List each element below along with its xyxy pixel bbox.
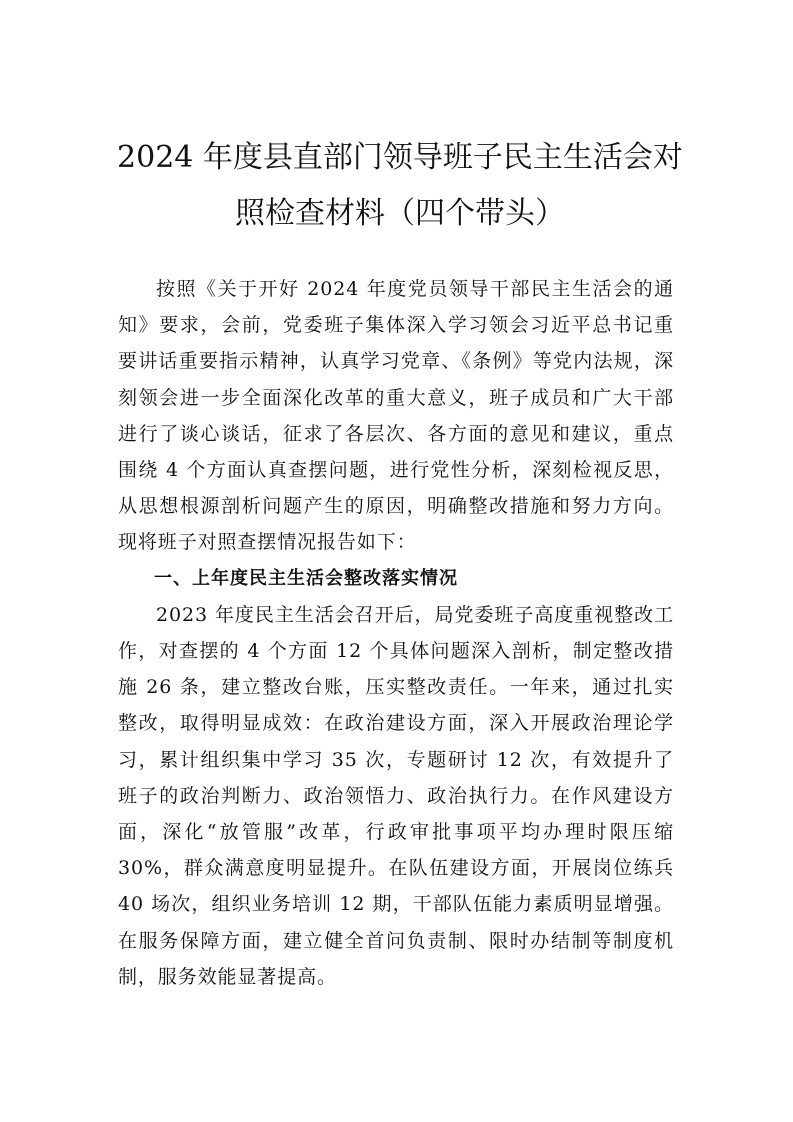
document-title-line-2: 照检查材料（四个带头） bbox=[235, 196, 565, 231]
section-1-heading: 一、上年度民主生活会整改落实情况 bbox=[154, 567, 458, 589]
document-body bbox=[118, 271, 674, 995]
document-title-line-1: 2024 年度县直部门领导班子民主生活会对 bbox=[117, 140, 683, 175]
section-1-paragraph: 2023 年度民主生活会召开后，局党委班子高度重视整改工作，对查摆的 4 个方面 12 个具体问题深入剖析，制定整改措施 26 条，建立整改台账，压实整改责任。一年来，通过扎实整改，取得明显成效：在政治建设方面，深入开展政治理论学习，累计组织集中学习 35 次，专题研讨 12 次，有效提升了班子的政治判断力、政治领悟力、政治执行力。在作风建设方面，深化“放管服”改革，行政审批事项平均办理时限压缩 30%，群众满意度明显提升。在队伍建设方面，开展岗位练兵 40 场次，组织业务培训 12 期，干部队伍能力素质明显增强。在服务保障方面，建立健全首问负责制、限时办结制等制度机制，服务效能显著提高。 bbox=[118, 603, 674, 988]
intro-paragraph: 按照《关于开好 2024 年度党员领导干部民主生活会的通知》要求，会前，党委班子集体深入学习领会习近平总书记重要讲话重要指示精神，认真学习党章、《条例》等党内法规，深刻领会进一步全面深化改革的重大意义，班子成员和广大干部进行了谈心谈话，征求了各层次、各方面的意见和建议，重点围绕 4 个方面认真查摆问题，进行党性分析，深刻检视反思，从思想根源剖析问题产生的原因，明确整改措施和努力方向。现将班子对照查摆情况报告如下： bbox=[118, 278, 674, 554]
